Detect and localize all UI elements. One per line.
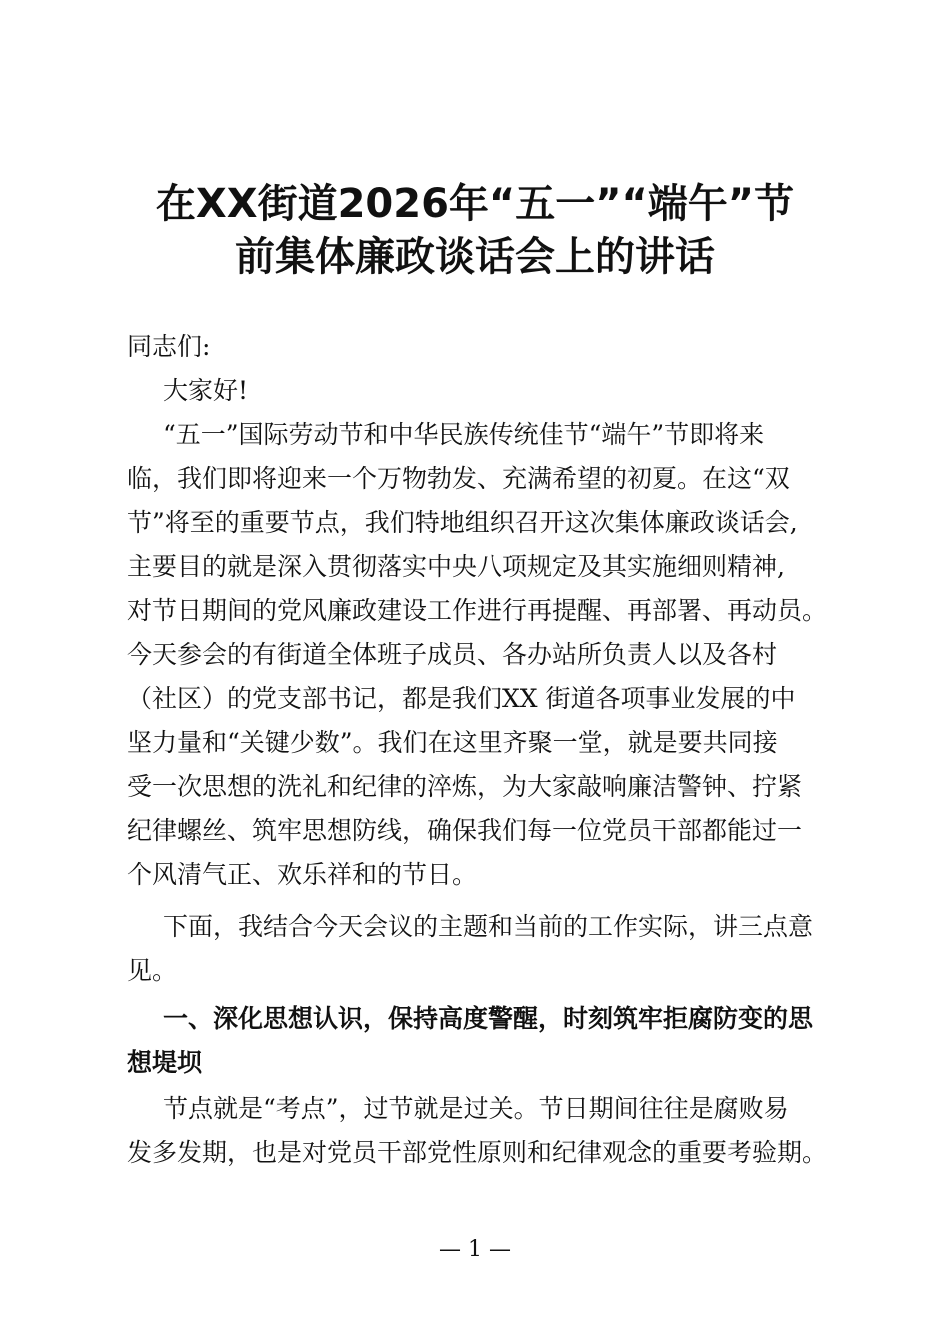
paragraph-line: 节”将至的重要节点，我们特地组织召开这次集体廉政谈话会, [127, 508, 798, 537]
paragraph-line: 发多发期，也是对党员干部党性原则和纪律观念的重要考验期。 [127, 1138, 828, 1167]
paragraph-line: “五一”国际劳动节和中华民族传统佳节“端午”节即将来 [163, 420, 765, 449]
paragraph-line: （社区）的党支部书记，都是我们XX 街道各项事业发展的中 [127, 684, 796, 713]
greeting: 大家好! [163, 376, 249, 405]
document-title-line-1: 在XX街道2026年“五一”“端午”节 [155, 181, 795, 227]
paragraph-line: 坚力量和“关键少数”。我们在这里齐聚一堂，就是要共同接 [127, 728, 778, 757]
paragraph-line: 对节日期间的党风廉政建设工作进行再提醒、再部署、再动员。 [127, 596, 828, 625]
paragraph-line: 个风清气正、欢乐祥和的节日。 [127, 860, 478, 889]
paragraph-line: 见。 [127, 956, 178, 985]
paragraph-line: 受一次思想的洗礼和纪律的淬炼，为大家敲响廉洁警钟、拧紧 [127, 772, 803, 801]
paragraph-line: 纪律螺丝、筑牢思想防线，确保我们每一位党员干部都能过一 [127, 816, 803, 845]
paragraph-line: 临，我们即将迎来一个万物勃发、充满希望的初夏。在这“双 [127, 464, 790, 493]
paragraph-line: 节点就是“考点”，过节就是过关。节日期间往往是腐败易 [163, 1094, 789, 1123]
salutation: 同志们: [127, 332, 211, 361]
section-heading: 想堤坝 [127, 1048, 203, 1077]
paragraph-line: 主要目的就是深入贯彻落实中央八项规定及其实施细则精神, [127, 552, 785, 581]
paragraph-line: 下面，我结合今天会议的主题和当前的工作实际，讲三点意 [163, 912, 814, 941]
paragraph-line: 今天参会的有街道全体班子成员、各办站所负责人以及各村 [127, 640, 778, 669]
page-number: — 1 — [439, 1237, 511, 1262]
section-heading: 一、深化思想认识，保持高度警醒，时刻筑牢拒腐防变的思 [163, 1004, 814, 1033]
document-title-line-2: 前集体廉政谈话会上的讲话 [235, 234, 715, 280]
